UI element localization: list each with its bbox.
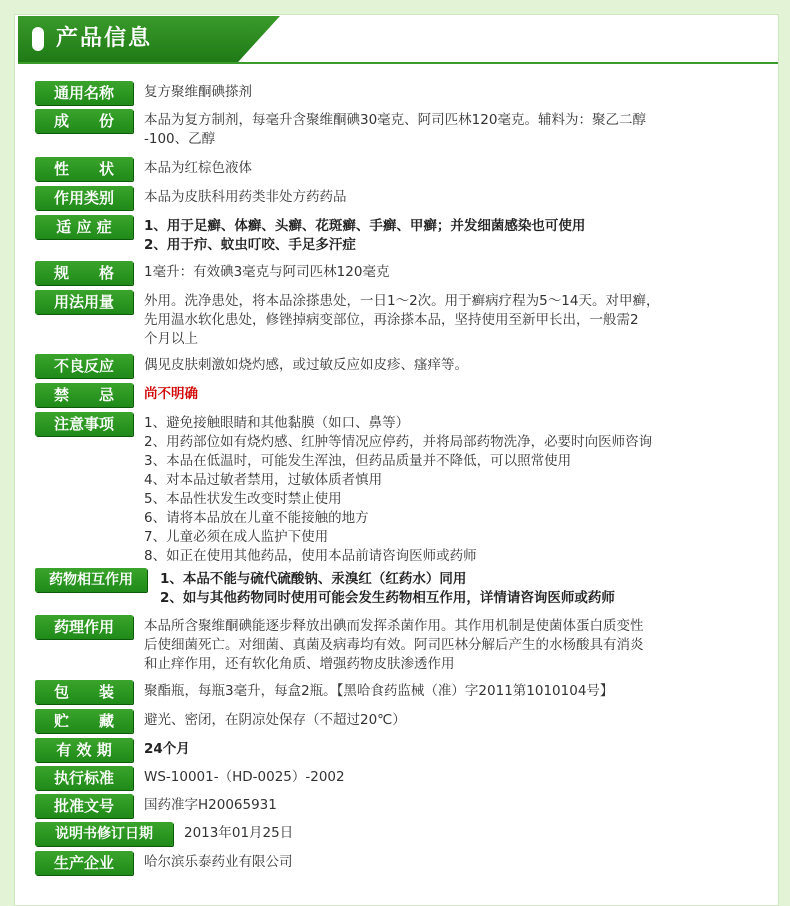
label-adverse-reactions: 不良反应 <box>35 354 133 378</box>
value-shelf-life: 24个月 <box>144 741 190 757</box>
value-ingredients: 本品为复方制剂，每毫升含聚维酮碘30毫克、阿司匹林120毫克。辅料为：聚乙二醇 -100、乙醇 <box>144 112 646 147</box>
value-storage: 避光、密闭，在阴凉处保存（不超过20℃） <box>144 712 406 728</box>
label-ingredients: 成 份 <box>35 109 133 133</box>
label-approval-number: 批准文号 <box>35 794 133 818</box>
value-contraindications: 尚不明确 <box>144 386 198 402</box>
section-header <box>18 16 278 62</box>
label-storage: 贮 藏 <box>35 709 133 733</box>
label-shelf-life: 有 效 期 <box>35 738 133 762</box>
label-manufacturer: 生产企业 <box>35 851 133 875</box>
label-category: 作用类别 <box>35 186 133 210</box>
label-indications: 适 应 症 <box>35 215 133 239</box>
value-manufacturer: 哈尔滨乐泰药业有限公司 <box>144 854 293 870</box>
label-generic-name: 通用名称 <box>35 81 133 105</box>
value-indications: 1、用于足癣、体癣、头癣、花斑癣、手癣、甲癣；并发细菌感染也可使用 2、用于疖、蚊虫叮咬、手足多汗症 <box>144 218 586 253</box>
label-usage: 用法用量 <box>35 290 133 314</box>
value-usage: 外用。洗净患处，将本品涂搽患处，一日1～2次。用于癣病疗程为5～14天。对甲癣， 先用温水软化患处，修锉掉病变部位，再涂搽本品，坚持使用至新甲长出，一般需2 个月以上 <box>144 293 660 347</box>
label-appearance: 性 状 <box>35 157 133 181</box>
label-standard: 执行标准 <box>35 766 133 790</box>
label-pharmacology: 药理作用 <box>35 615 133 639</box>
value-precautions: 1、避免接触眼睛和其他黏膜（如口、鼻等） 2、用药部位如有烧灼感、红肿等情况应停药，并将局部药物洗净，必要时向医师咨询 3、本品在低温时，可能发生浑浊，但药品质量并不降低，可以照常使用 4、对本品过敏者禁用，过敏体质者慎用 5、本品性状发生改变时禁止使用 6、请将本品放在儿童不能接触的地方 7、儿童必须在成人监护下使用 8、如正在使用其他药品，使用本品前请咨询医师或药师 <box>144 415 653 564</box>
label-revision-date: 说明书修订日期 <box>35 822 173 846</box>
label-precautions: 注意事项 <box>35 412 133 436</box>
header-divider <box>18 62 778 64</box>
header-pill-icon <box>32 27 44 51</box>
value-packaging: 聚酯瓶，每瓶3毫升，每盒2瓶。【黑哈食药监械（准）字2011第1010104号】 <box>144 683 614 699</box>
value-generic-name: 复方聚维酮碘搽剂 <box>144 84 252 100</box>
value-approval-number: 国药准字H20065931 <box>144 797 277 813</box>
value-pharmacology: 本品所含聚维酮碘能逐步释放出碘而发挥杀菌作用。其作用机制是使菌体蛋白质变性 后使细菌死亡。对细菌、真菌及病毒均有效。阿司匹林分解后产生的水杨酸具有消炎 和止痒作用，还有软化角质、增强药物皮肤渗透作用 <box>144 618 644 672</box>
value-adverse-reactions: 偶见皮肤刺激如烧灼感，或过敏反应如皮疹、瘙痒等。 <box>144 357 468 373</box>
value-standard: WS-10001-（HD-0025）-2002 <box>144 769 345 785</box>
label-packaging: 包 装 <box>35 680 133 704</box>
value-revision-date: 2013年01月25日 <box>184 825 294 841</box>
value-category: 本品为皮肤科用药类非处方药药品 <box>144 189 347 205</box>
section-title: 产品信息 <box>56 26 153 51</box>
label-drug-interactions: 药物相互作用 <box>35 568 147 592</box>
label-contraindications: 禁 忌 <box>35 383 133 407</box>
value-specification: 1毫升：有效碘3毫克与阿司匹林120毫克 <box>144 264 390 280</box>
value-drug-interactions: 1、本品不能与硫代硫酸钠、汞溴红（红药水）同用 2、如与其他药物同时使用可能会发生药物相互作用，详情请咨询医师或药师 <box>160 571 615 606</box>
label-specification: 规 格 <box>35 261 133 285</box>
value-appearance: 本品为红棕色液体 <box>144 160 252 176</box>
